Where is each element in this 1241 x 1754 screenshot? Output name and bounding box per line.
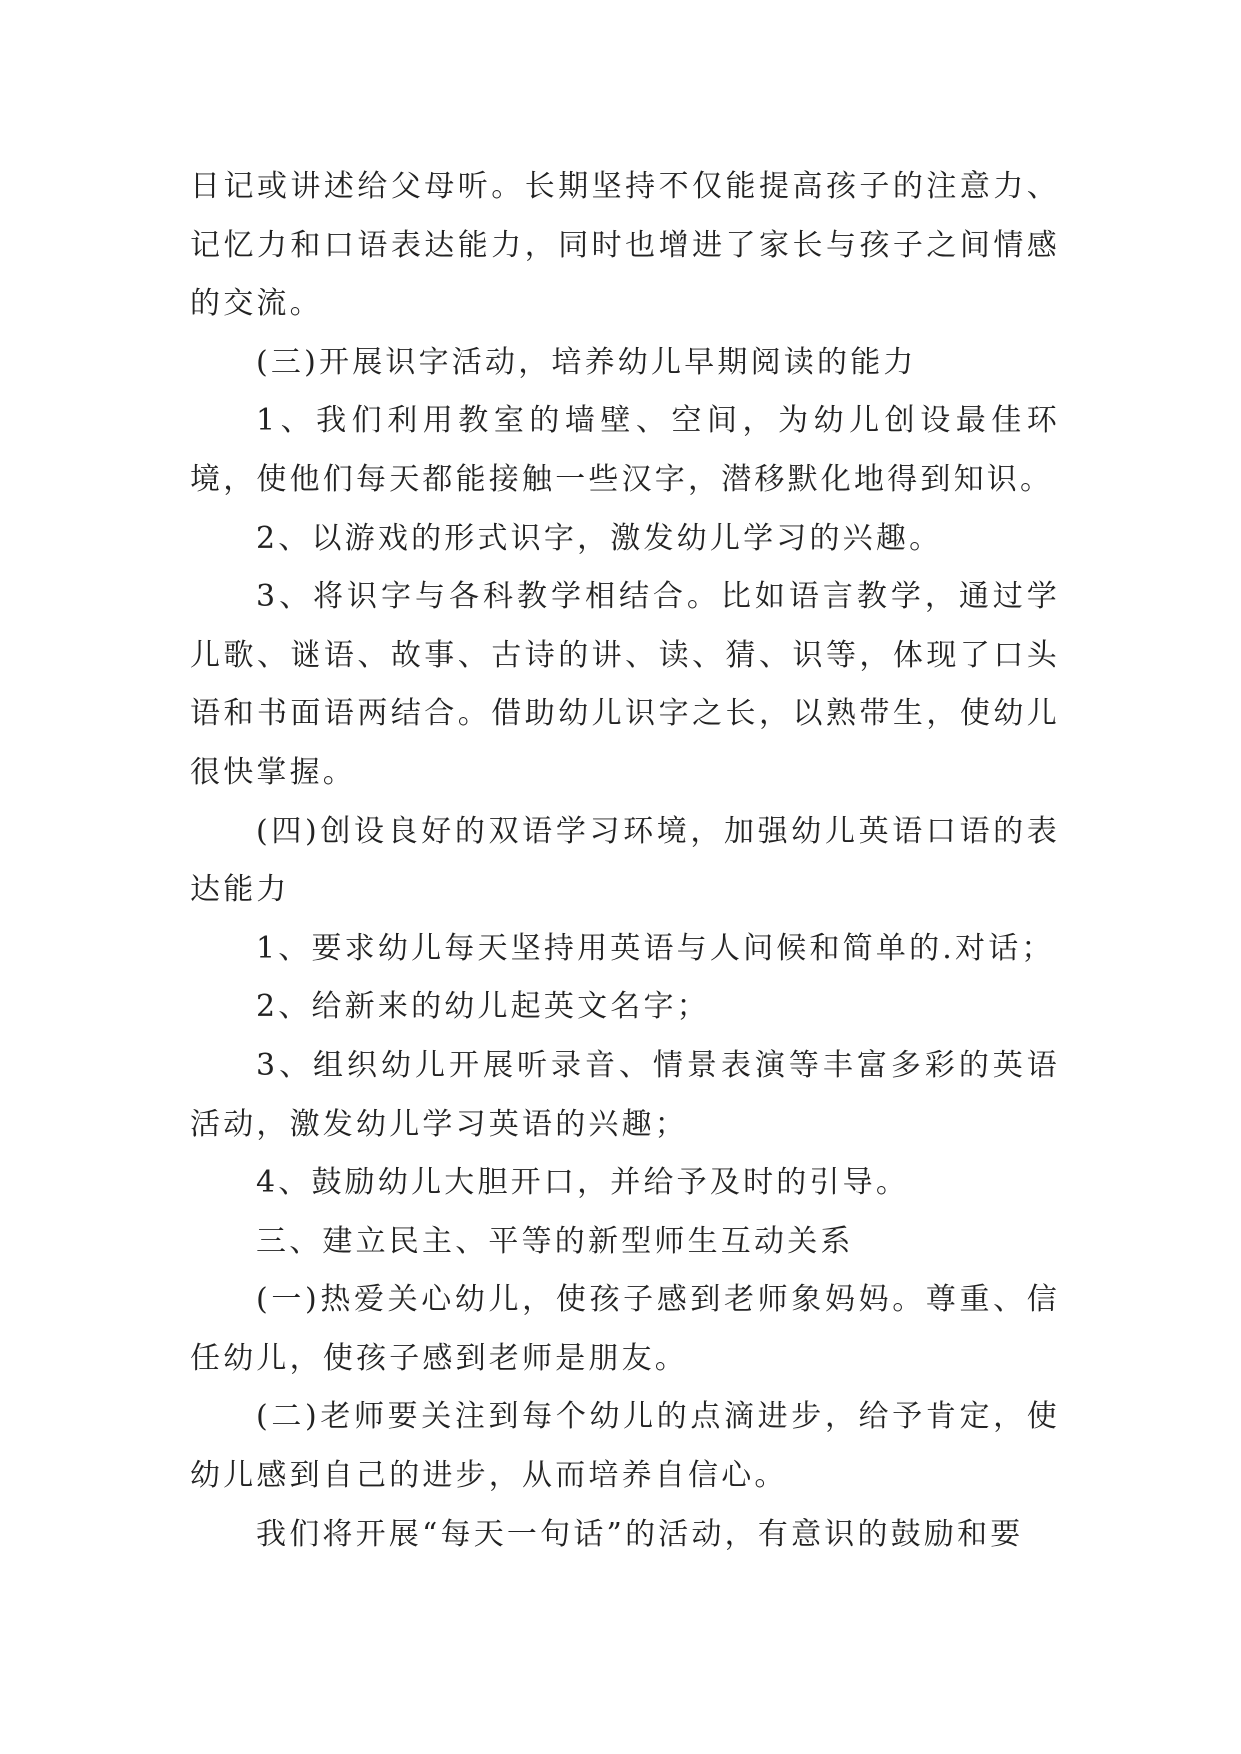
document-body	[190, 158, 1060, 1564]
paragraph: 日记或讲述给父母听。长期坚持不仅能提高孩子的注意力、记忆力和口语表达能力，同时也增进了家长与孩子之间情感的交流。	[190, 169, 1060, 322]
paragraph: 4、鼓励幼儿大胆开口，并给予及时的引导。	[256, 1165, 910, 1201]
paragraph: 我们将开展“每天一句话”的活动，有意识的鼓励和要	[256, 1516, 1024, 1552]
paragraph: 2、以游戏的形式识字，激发幼儿学习的兴趣。	[256, 520, 943, 556]
section-heading: (三)开展识字活动，培养幼儿早期阅读的能力	[256, 344, 917, 380]
paragraph: 3、组织幼儿开展听录音、情景表演等丰富多彩的英语活动，激发幼儿学习英语的兴趣；	[190, 1047, 1060, 1142]
section-heading: (四)创设良好的双语学习环境，加强幼儿英语口语的表达能力	[190, 813, 1060, 908]
paragraph: (一)热爱关心幼儿，使孩子感到老师象妈妈。尊重、信任幼儿，使孩子感到老师是朋友。	[190, 1282, 1060, 1376]
paragraph: 1、要求幼儿每天坚持用英语与人问候和简单的.对话；	[256, 930, 1055, 966]
paragraph: 3、将识字与各科教学相结合。比如语言教学，通过学儿歌、谜语、故事、古诗的讲、读、猜、识等，体现了口头语和书面语两结合。借助幼儿识字之长，以熟带生，使幼儿很快掌握。	[190, 579, 1060, 790]
paragraph: 1、我们利用教室的墙壁、空间，为幼儿创设最佳环境，使他们每天都能接触一些汉字，潜移默化地得到知识。	[190, 403, 1060, 497]
section-heading: 三、建立民主、平等的新型师生互动关系	[256, 1223, 854, 1259]
paragraph: (二)老师要关注到每个幼儿的点滴进步，给予肯定，使幼儿感到自己的进步，从而培养自信心。	[190, 1399, 1060, 1494]
paragraph: 2、给新来的幼儿起英文名字；	[256, 989, 710, 1025]
